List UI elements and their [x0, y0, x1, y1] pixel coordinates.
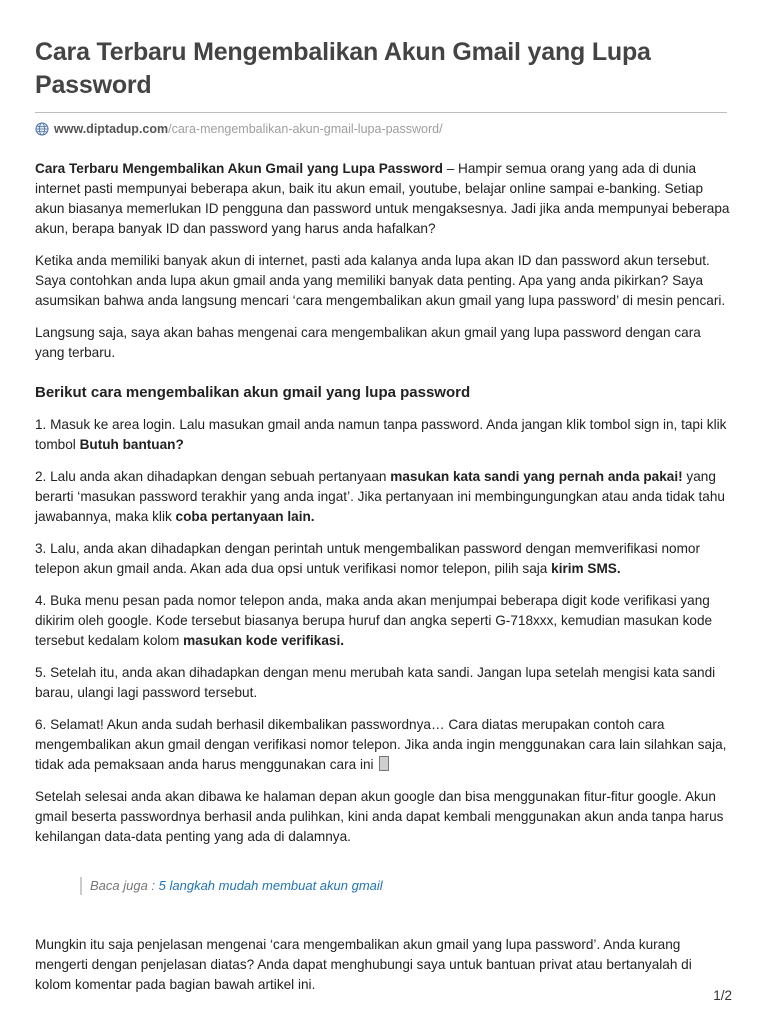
paragraph-after-steps: Setelah selesai anda akan dibawa ke halaman depan akun google dan bisa menggunakan fitur-fitur google. Akun gmail beserta passwordnya berhasil anda pulihkan, kini anda dapat kembali menggunakan akun anda tanpa harus kehilangan data-data penting yang ada di dalamnya. — [35, 789, 724, 844]
step-6 — [35, 715, 731, 775]
step-6-text: 6. Selamat! Akun anda sudah berhasil dikembalikan passwordnya… Cara diatas merupakan contoh cara mengembalikan akun gmail dengan verifikasi nomor telepon. Jika anda ingin menggunakan cara lain silahkan saja, tidak ada pemaksaan anda harus menggunakan cara ini — [35, 717, 727, 772]
source-line — [35, 121, 731, 137]
step-4-text: 4. Buka menu pesan pada nomor telepon anda, maka anda akan menjumpai beberapa digit kode verifikasi yang dikirim oleh google. Kode tersebut biasanya berupa huruf dan angka seperti G-718xxx, kemudian masukan kode tersebut kedalam kolom — [35, 593, 713, 648]
step-1-text: 1. Masuk ke area login. Lalu masukan gmail anda namun tanpa password. Anda jangan klik tombol sign in, tapi klik tombol — [35, 417, 727, 452]
related-quote — [80, 877, 731, 895]
quote-prefix: Baca juga : — [90, 878, 159, 893]
step-3 — [35, 539, 731, 579]
emoji-placeholder-icon — [379, 756, 389, 771]
title-divider — [35, 112, 727, 113]
step-2-bold-2: coba pertanyaan lain. — [175, 509, 315, 524]
step-4-bold: masukan kode verifikasi. — [183, 633, 345, 648]
step-1 — [35, 415, 731, 455]
paragraph-2: Ketika anda memiliki banyak akun di internet, pasti ada kalanya anda lupa akan ID dan password akun tersebut. Saya contohkan anda lupa akun gmail anda yang memiliki banyak data penting. Apa yang anda pikirkan? Saya asumsikan bahwa anda langsung mencari ‘cara mengembalikan akun gmail yang lupa password’ di mesin pencari. — [35, 253, 726, 308]
step-3-bold: kirim SMS. — [551, 561, 621, 576]
source-domain[interactable]: www.diptadup.com — [54, 122, 169, 136]
step-2 — [35, 467, 731, 527]
step-3-text: 3. Lalu, anda akan dihadapkan dengan perintah untuk mengembalikan password dengan memverifikasi nomor telepon akun gmail anda. Akan ada dua opsi untuk verifikasi nomor telepon, pilih saja — [35, 541, 701, 576]
closing-paragraph: Mungkin itu saja penjelasan mengenai ‘cara mengembalikan akun gmail yang lupa password’. Anda kurang mengerti dengan penjelasan diatas? Anda dapat menghubungi saya untuk bantuan privat atau bertanyalah di kolom komentar pada bagian bawah artikel ini. — [35, 937, 692, 992]
step-5: 5. Setelah itu, anda akan dihadapkan dengan menu merubah kata sandi. Jangan lupa setelah mengisi kata sandi barau, ulangi lagi password tersebut. — [35, 665, 716, 700]
section-heading: Berikut cara mengembalikan akun gmail yang lupa password — [35, 384, 471, 401]
intro-paragraph — [35, 159, 731, 239]
step-2-bold-1: masukan kata sandi yang pernah anda pakai! — [390, 469, 683, 484]
source-path[interactable]: /cara-mengembalikan-akun-gmail-lupa-password/ — [168, 122, 443, 136]
intro-lead: Cara Terbaru Mengembalikan Akun Gmail yang Lupa Password — [35, 161, 443, 176]
intro-rest: – Hampir semua orang yang ada di dunia internet pasti mempunyai beberapa akun, baik itu akun email, youtube, belajar online sampai e-banking. Setiap akun biasanya memerlukan ID pengguna dan password untuk mengaksesnya. Jadi jika anda mempunyai beberapa akun, berapa banyak ID dan password yang harus anda hafalkan? — [35, 161, 730, 236]
page-title: Cara Terbaru Mengembalikan Akun Gmail yang Lupa Password — [35, 38, 651, 99]
step-2-text-1: 2. Lalu anda akan dihadapkan dengan sebuah pertanyaan — [35, 469, 391, 484]
step-2-text-2: yang berarti ‘masukan password terakhir yang anda ingat’. Jika pertanyaan ini membingungungkan atau anda tidak tahu jawabannya, maka klik — [35, 469, 725, 524]
step-4 — [35, 591, 731, 651]
step-1-bold: Butuh bantuan? — [79, 437, 184, 452]
document-page — [35, 0, 731, 1007]
page-number: 1/2 — [713, 988, 732, 1003]
related-article-link[interactable]: 5 langkah mudah membuat akun gmail — [158, 878, 383, 893]
article-body — [35, 159, 731, 995]
globe-icon — [35, 122, 49, 136]
paragraph-3: Langsung saja, saya akan bahas mengenai cara mengembalikan akun gmail yang lupa password dengan cara yang terbaru. — [35, 325, 701, 360]
